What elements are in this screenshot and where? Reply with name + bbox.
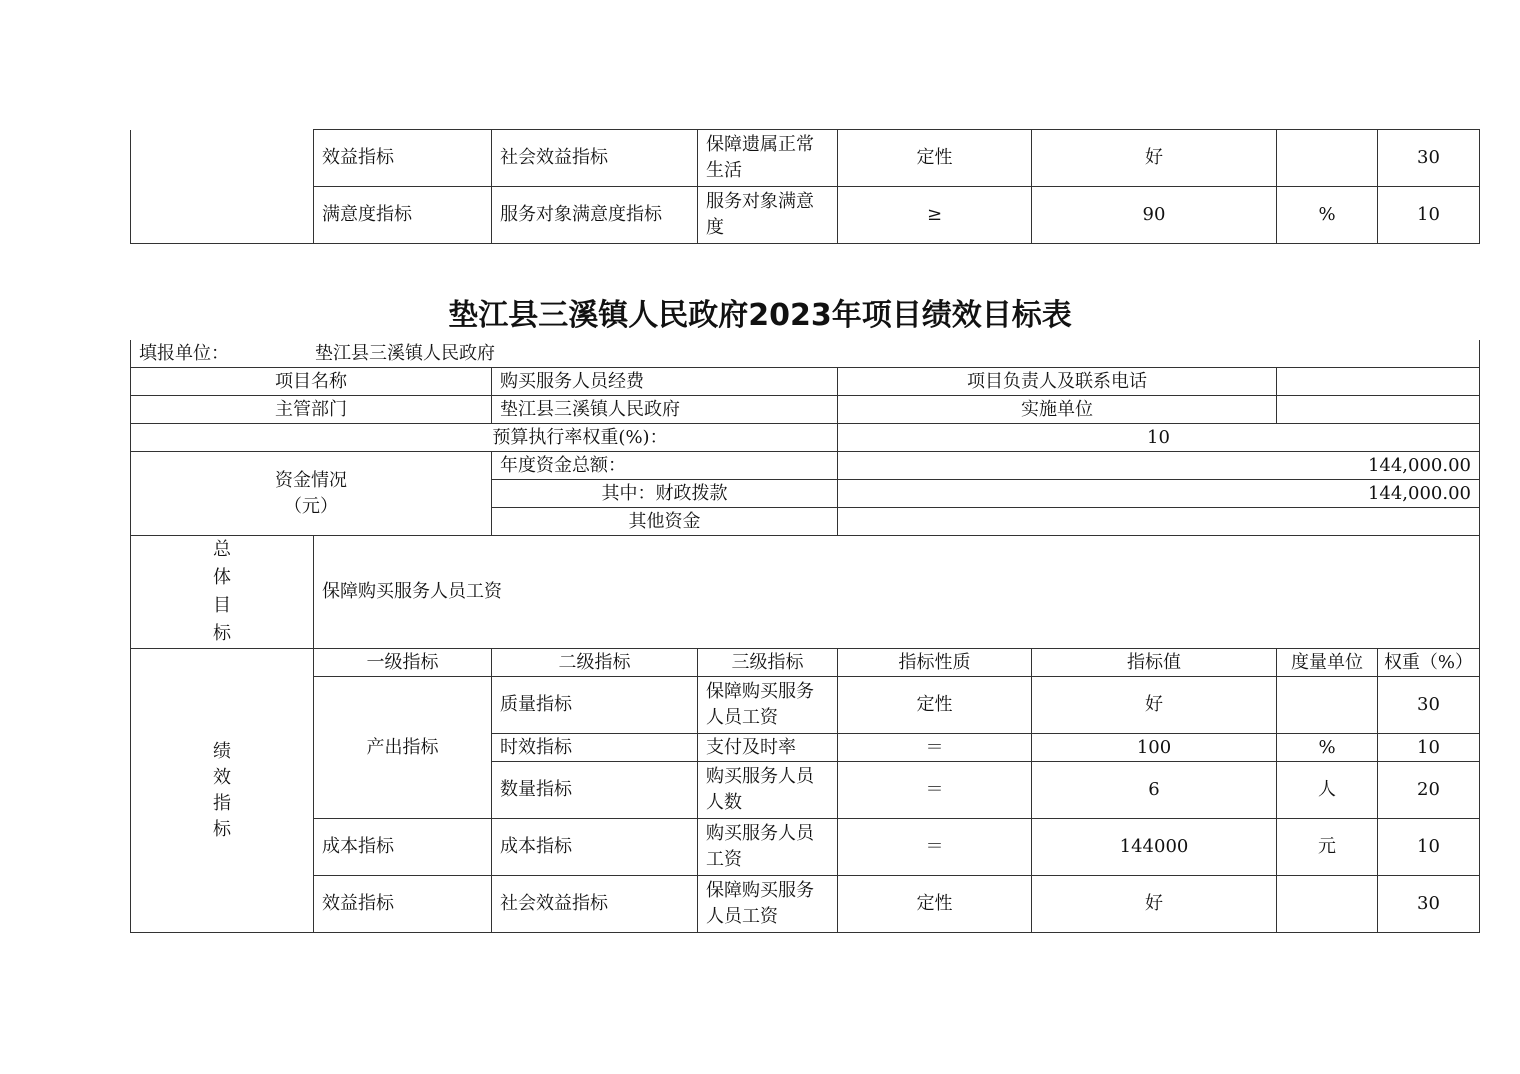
contact-value (1277, 368, 1480, 396)
fill-unit-row (131, 340, 1480, 368)
table-row (131, 187, 1480, 244)
value-cell: 好 (1032, 876, 1277, 933)
unit-cell: 人 (1277, 762, 1378, 819)
funds-other-label: 其他资金 (492, 508, 838, 536)
level2-cell: 数量指标 (492, 762, 698, 819)
project-name-value: 购买服务人员经费 (492, 368, 838, 396)
level3-cell: 购买服务人员工资 (698, 819, 838, 876)
value-cell: 好 (1032, 677, 1277, 734)
unit-cell (1277, 677, 1378, 734)
page-title: 垫江县三溪镇人民政府2023年项目绩效目标表 (448, 298, 1072, 333)
fill-unit-cell (131, 340, 1480, 368)
indicators-char: 效 (213, 766, 231, 788)
level2-cell: 质量指标 (492, 677, 698, 734)
funds-total-row (131, 452, 1480, 480)
nature-cell: 定性 (838, 677, 1032, 734)
budget-rate-row (131, 424, 1480, 452)
funds-label-line1: 资金情况 (275, 469, 347, 491)
value-cell: 90 (1032, 187, 1277, 244)
overall-goal-char: 目 (213, 595, 231, 616)
previous-indicator-table (130, 129, 1480, 244)
value-cell: 144000 (1032, 819, 1277, 876)
level2-cell: 服务对象满意度指标 (492, 187, 698, 244)
value-cell: 100 (1032, 734, 1277, 762)
header-nature: 指标性质 (838, 649, 1032, 677)
nature-cell: 定性 (838, 876, 1032, 933)
unit-cell: % (1277, 187, 1378, 244)
level2-cell: 社会效益指标 (492, 130, 698, 187)
weight-cell: 30 (1378, 677, 1480, 734)
value-cell: 6 (1032, 762, 1277, 819)
department-row (131, 396, 1480, 424)
funds-label (131, 452, 492, 536)
project-name-row (131, 368, 1480, 396)
indicators-char: 绩 (213, 740, 231, 762)
funds-other-value (838, 508, 1480, 536)
level1-cell: 效益指标 (314, 130, 492, 187)
overall-goal-char: 标 (213, 623, 231, 644)
weight-cell: 10 (1378, 187, 1480, 244)
level3-cell: 购买服务人员人数 (698, 762, 838, 819)
overall-goal-row (131, 536, 1480, 649)
contact-label: 项目负责人及联系电话 (838, 368, 1277, 396)
table-row (131, 876, 1480, 933)
funds-fiscal-value: 144,000.00 (838, 480, 1480, 508)
unit-cell (1277, 130, 1378, 187)
indicators-label (131, 649, 314, 933)
level3-cell: 保障遗属正常生活 (698, 130, 838, 187)
funds-total-value: 144,000.00 (838, 452, 1480, 480)
nature-cell: ＝ (838, 762, 1032, 819)
header-level3: 三级指标 (698, 649, 838, 677)
indicators-char: 标 (213, 818, 231, 840)
level2-cell: 成本指标 (492, 819, 698, 876)
header-level1: 一级指标 (314, 649, 492, 677)
level3-cell: 保障购买服务人员工资 (698, 677, 838, 734)
fill-unit-value: 垫江县三溪镇人民政府 (315, 342, 495, 364)
funds-total-label: 年度资金总额： (492, 452, 838, 480)
output-indicator-label: 产出指标 (314, 677, 492, 819)
impl-unit-value (1277, 396, 1480, 424)
weight-cell: 30 (1378, 876, 1480, 933)
nature-cell: ＝ (838, 734, 1032, 762)
unit-cell: % (1277, 734, 1378, 762)
nature-cell: 定性 (838, 130, 1032, 187)
indicator-header-row (131, 649, 1480, 677)
header-unit: 度量单位 (1277, 649, 1378, 677)
header-value: 指标值 (1032, 649, 1277, 677)
level1-cell: 满意度指标 (314, 187, 492, 244)
budget-rate-value: 10 (838, 424, 1480, 452)
funds-label-line2: （元） (284, 495, 338, 517)
unit-cell: 元 (1277, 819, 1378, 876)
level1-cell: 效益指标 (314, 876, 492, 933)
table-row (131, 130, 1480, 187)
nature-cell: ＝ (838, 819, 1032, 876)
weight-cell: 20 (1378, 762, 1480, 819)
overall-goal-char: 总 (213, 539, 231, 560)
project-name-label: 项目名称 (131, 368, 492, 396)
level1-cell: 成本指标 (314, 819, 492, 876)
empty-cell (131, 130, 314, 244)
nature-cell: ≥ (838, 187, 1032, 244)
header-level2: 二级指标 (492, 649, 698, 677)
indicators-char: 指 (213, 792, 231, 814)
table-row (131, 677, 1480, 734)
header-weight: 权重（%） (1378, 649, 1480, 677)
weight-cell: 30 (1378, 130, 1480, 187)
overall-goal-value: 保障购买服务人员工资 (314, 536, 1480, 649)
department-value: 垫江县三溪镇人民政府 (492, 396, 838, 424)
level2-cell: 时效指标 (492, 734, 698, 762)
table-row (131, 819, 1480, 876)
overall-goal-label (131, 536, 314, 649)
department-label: 主管部门 (131, 396, 492, 424)
level2-cell: 社会效益指标 (492, 876, 698, 933)
level3-cell: 支付及时率 (698, 734, 838, 762)
impl-unit-label: 实施单位 (838, 396, 1277, 424)
level3-cell: 保障购买服务人员工资 (698, 876, 838, 933)
overall-goal-char: 体 (213, 567, 231, 588)
performance-target-table (130, 340, 1480, 933)
value-cell: 好 (1032, 130, 1277, 187)
funds-fiscal-label: 其中：财政拨款 (492, 480, 838, 508)
budget-rate-label: 预算执行率权重(%)： (131, 424, 838, 452)
level3-cell: 服务对象满意度 (698, 187, 838, 244)
weight-cell: 10 (1378, 819, 1480, 876)
weight-cell: 10 (1378, 734, 1480, 762)
unit-cell (1277, 876, 1378, 933)
fill-unit-label: 填报单位： (139, 342, 229, 364)
